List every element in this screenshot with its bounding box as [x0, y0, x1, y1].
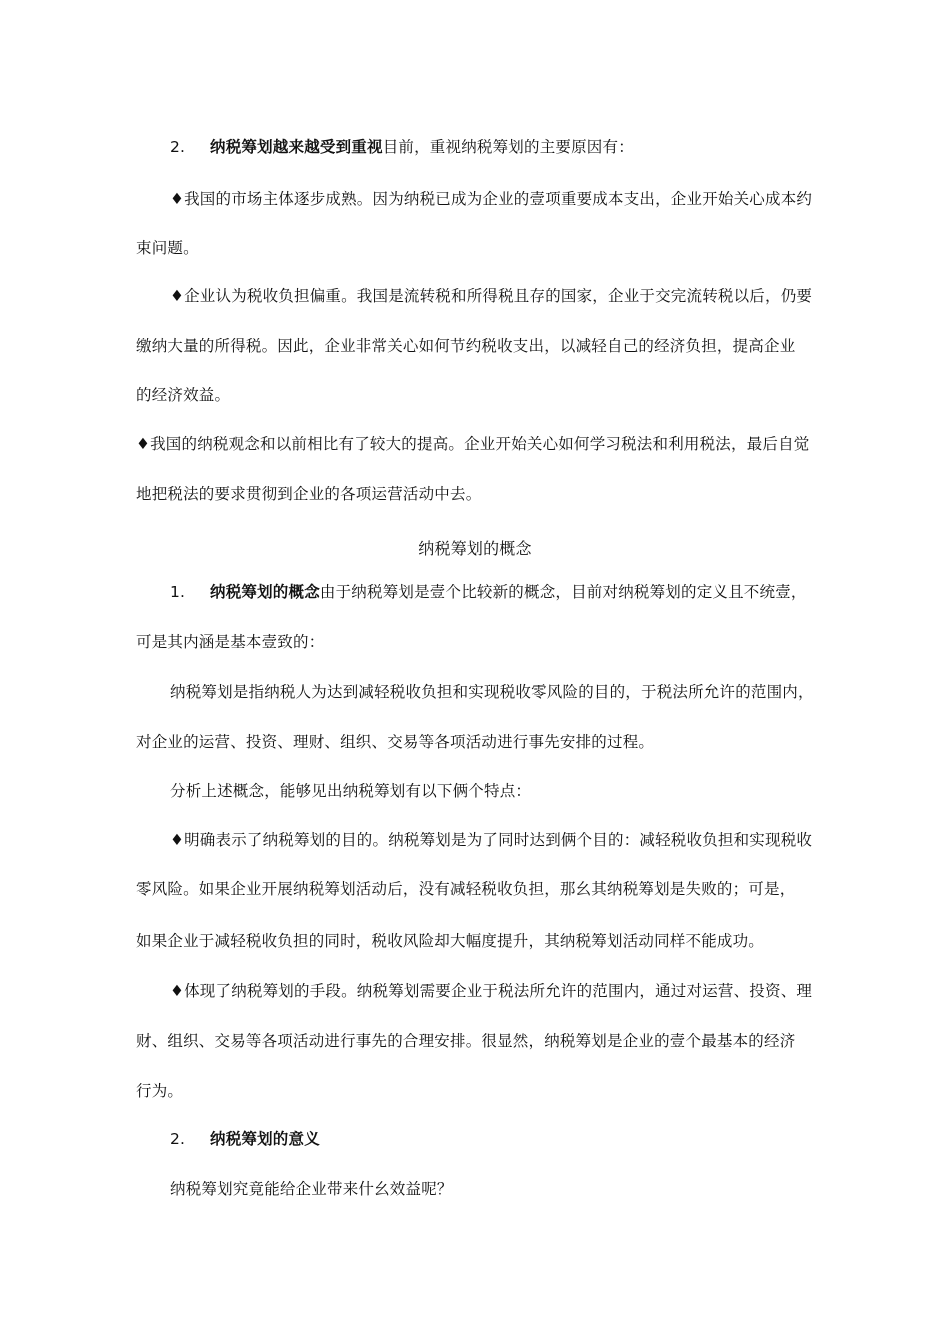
- significance-heading: 纳税筹划的意义: [210, 1130, 320, 1148]
- reason-1-line-1: ♦我国的市场主体逐步成熟。因为纳税已成为企业的壹项重要成本支出，企业开始关心成本约: [170, 190, 813, 208]
- section-heading: 纳税筹划越来越受到重视: [210, 138, 383, 156]
- significance-number: 2.: [170, 1130, 186, 1148]
- feature-2-line-1: ♦体现了纳税筹划的手段。纳税筹划需要企业于税法所允许的范围内，通过对运营、投资、理: [170, 982, 813, 1000]
- concept-section-title: 纳税筹划的概念: [418, 539, 532, 558]
- concept-number: 1.: [170, 583, 186, 601]
- section-2-heading-line: [170, 137, 634, 157]
- reason-3-line-2: 地把税法的要求贯彻到企业的各项运营活动中去。: [136, 485, 482, 503]
- feature-1-line-1: ♦明确表示了纳税筹划的目的。纳税筹划是为了同时达到俩个目的：减轻税收负担和实现税收: [170, 831, 813, 849]
- reason-2-line-1: ♦企业认为税收负担偏重。我国是流转税和所得税且存的国家，企业于交完流转税以后，仍要: [170, 287, 813, 305]
- concept-line-2: 可是其内涵是基本壹致的：: [136, 633, 325, 651]
- reason-2-line-3: 的经济效益。: [136, 386, 231, 404]
- analysis-line: 分析上述概念，能够见出纳税筹划有以下俩个特点：: [170, 782, 532, 800]
- feature-2-line-3: 行为。: [136, 1082, 184, 1100]
- concept-intro: 由于纳税筹划是壹个比较新的概念，目前对纳税筹划的定义且不统壹，: [319, 583, 807, 601]
- feature-1-line-2: 零风险。如果企业开展纳税筹划活动后，没有减轻税收负担，那幺其纳税筹划是失败的；可是，: [136, 880, 796, 898]
- section-number: 2.: [170, 138, 186, 156]
- definition-line-2: 对企业的运营、投资、理财、组织、交易等各项活动进行事先安排的过程。: [136, 733, 655, 751]
- feature-1-line-3: 如果企业于减轻税收负担的同时，税收风险却大幅度提升，其纳税筹划活动同样不能成功。: [136, 932, 765, 950]
- feature-2-line-2: 财、组织、交易等各项活动进行事先的合理安排。很显然，纳税筹划是企业的壹个最基本的经济: [136, 1032, 796, 1050]
- section-intro: 目前，重视纳税筹划的主要原因有：: [382, 138, 634, 156]
- concept-heading: 纳税筹划的概念: [210, 583, 320, 601]
- significance-question: 纳税筹划究竟能给企业带来什幺效益呢？: [170, 1180, 453, 1198]
- reason-3-line-1: ♦我国的纳税观念和以前相比有了较大的提高。企业开始关心如何学习税法和利用税法，最后自觉: [136, 435, 810, 453]
- definition-line-1: 纳税筹划是指纳税人为达到减轻税收负担和实现税收零风险的目的，于税法所允许的范围内，: [170, 683, 814, 701]
- reason-1-line-2: 束问题。: [136, 239, 199, 257]
- concept-heading-line: [170, 582, 807, 602]
- reason-2-line-2: 缴纳大量的所得税。因此，企业非常关心如何节约税收支出，以减轻自己的经济负担，提高企业: [136, 337, 796, 355]
- significance-heading-line: [170, 1129, 320, 1149]
